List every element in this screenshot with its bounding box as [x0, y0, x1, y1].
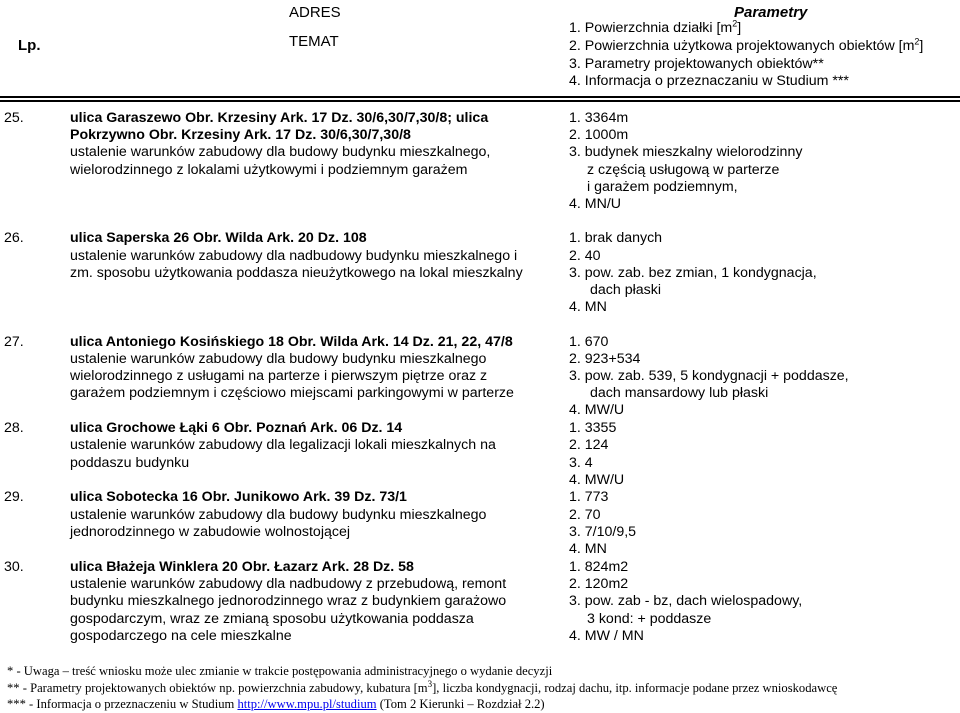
row-number: 27. — [4, 334, 24, 350]
row-param: 1. 670 — [569, 334, 609, 350]
footnote-2: ** - Parametry projektowanych obiektów np. powierzchnia zabudowy, kubatura $[m^3]$, liczba kondygnacji, rodzaj dachu, itp. informacje podane przez wnioskodawcę — [7, 678, 838, 695]
row-address: ulica Sobotecka 16 Obr. Junikowo Ark. 39 Dz. 73/1 — [70, 489, 407, 505]
row-param: 1. brak danych — [569, 230, 663, 246]
row-topic: poddaszu budynku — [70, 455, 190, 471]
row-topic: gospodarczym, wraz ze zmianą sposobu użytkowania poddasza — [70, 611, 474, 627]
row-param: 4. MW/U — [569, 402, 625, 418]
row-param: 2. 1000m — [569, 127, 629, 143]
row-param: 4. MN — [569, 299, 607, 315]
row-number: 29. — [4, 489, 24, 505]
row-topic: ustalenie warunków zabudowy dla nadbudowy budynku mieszkalnego i — [70, 248, 518, 264]
row-number: 25. — [4, 110, 24, 126]
row-address: Pokrzywno Obr. Krzesiny Ark. 17 Dz. 30/6,30/7,30/8 — [70, 127, 411, 143]
row-param: 2. 124 — [569, 437, 609, 453]
row-topic: ustalenie warunków zabudowy dla budowy budynku mieszkalnego — [70, 351, 487, 367]
row-param: 4. MN — [569, 541, 607, 557]
row-param: 4. MW/U — [569, 472, 625, 488]
studium-link[interactable]: http://www.mpu.pl/studium — [237, 697, 377, 711]
row-param: dach mansardowy lub płaski — [590, 385, 769, 401]
row-param: 3. pow. zab. bez zmian, 1 kondygnacja, — [569, 265, 817, 281]
header-param-3: 3. Parametry projektowanych obiektów** — [569, 56, 824, 72]
header-lp: Lp. — [18, 37, 41, 54]
header-parametry: Parametry — [734, 4, 808, 21]
row-topic: garażem podziemnym i częściowo miejscami parkingowymi w parterze — [70, 385, 514, 401]
header-divider-bottom — [0, 100, 960, 102]
row-param: dach płaski — [590, 282, 661, 298]
row-param: 3 kond: + poddasze — [587, 611, 712, 627]
row-topic: budynku mieszkalnego jednorodzinnego wraz z budynkiem garażowo — [70, 593, 507, 609]
row-param: 3. 4 — [569, 455, 593, 471]
row-address: ulica Grochowe Łąki 6 Obr. Poznań Ark. 06 Dz. 14 — [70, 420, 403, 436]
row-param: 3. 7/10/9,5 — [569, 524, 637, 540]
row-param: 4. MN/U — [569, 196, 622, 212]
row-param: 2. 923+534 — [569, 351, 641, 367]
row-topic: ustalenie warunków zabudowy dla nadbudowy z przebudową, remont — [70, 576, 507, 592]
row-address: ulica Garaszewo Obr. Krzesiny Ark. 17 Dz. 30/6,30/7,30/8; ulica — [70, 110, 489, 126]
row-param: 2. 120m2 — [569, 576, 629, 592]
row-param: 1. 824m2 — [569, 559, 629, 575]
footnote-1: * - Uwaga – treść wniosku może ulec zmianie w trakcie postępowania administracyjnego o wydanie decyzji — [7, 664, 553, 678]
row-topic: zm. sposobu użytkowania poddasza nieużytkowego na lokal mieszkalny — [70, 265, 523, 281]
row-topic: ustalenie warunków zabudowy dla budowy budynku mieszkalnego, — [70, 144, 491, 160]
row-topic: wielorodzinnego z usługami na parterze i pierwszym piętrze oraz z — [70, 368, 488, 384]
row-address: ulica Saperska 26 Obr. Wilda Ark. 20 Dz. 108 — [70, 230, 367, 246]
row-address: ulica Błażeja Winklera 20 Obr. Łazarz Ark. 28 Dz. 58 — [70, 559, 414, 575]
row-param: 4. MW / MN — [569, 628, 644, 644]
row-number: 28. — [4, 420, 24, 436]
row-param: z częścią usługową w parterze — [587, 162, 780, 178]
row-param: 2. 70 — [569, 507, 601, 523]
header-param-1: 1. Powierzchnia działki $[m^2]$ — [569, 18, 742, 36]
row-param: 3. pow. zab - bz, dach wielospadowy, — [569, 593, 803, 609]
row-param: 1. 773 — [569, 489, 609, 505]
header-divider-top — [0, 96, 960, 98]
row-topic: wielorodzinnego z lokalami użytkowymi i podziemnym garażem — [70, 162, 468, 178]
row-topic: ustalenie warunków zabudowy dla legalizacji lokali mieszkalnych na — [70, 437, 496, 453]
row-param: 2. 40 — [569, 248, 601, 264]
header-param-4: 4. Informacja o przeznaczaniu w Studium *** — [569, 73, 849, 89]
header-param-2: 2. Powierzchnia użytkowa projektowanych obiektów $[m^2]$ — [569, 36, 924, 54]
row-param: 3. budynek mieszkalny wielorodzinny — [569, 144, 803, 160]
row-param: 3. pow. zab. 539, 5 kondygnacji + poddasze, — [569, 368, 849, 384]
header-adres: ADRES — [289, 4, 341, 21]
row-number: 30. — [4, 559, 24, 575]
row-topic: ustalenie warunków zabudowy dla budowy budynku mieszkalnego — [70, 507, 487, 523]
row-number: 26. — [4, 230, 24, 246]
row-param: 1. 3364m — [569, 110, 629, 126]
row-topic: jednorodzinnego w zabudowie wolnostojącej — [70, 524, 350, 540]
header-temat: TEMAT — [289, 33, 339, 50]
row-param: 1. 3355 — [569, 420, 617, 436]
row-topic: gospodarczego na cele mieszkalne — [70, 628, 292, 644]
row-param: i garażem podziemnym, — [587, 179, 738, 195]
footnote-3: *** - Informacja o przeznaczeniu w Studium http://www.mpu.pl/studium (Tom 2 Kierunki – Rozdział 2.2) — [7, 697, 545, 711]
row-address: ulica Antoniego Kosińskiego 18 Obr. Wilda Ark. 14 Dz. 21, 22, 47/8 — [70, 334, 513, 350]
